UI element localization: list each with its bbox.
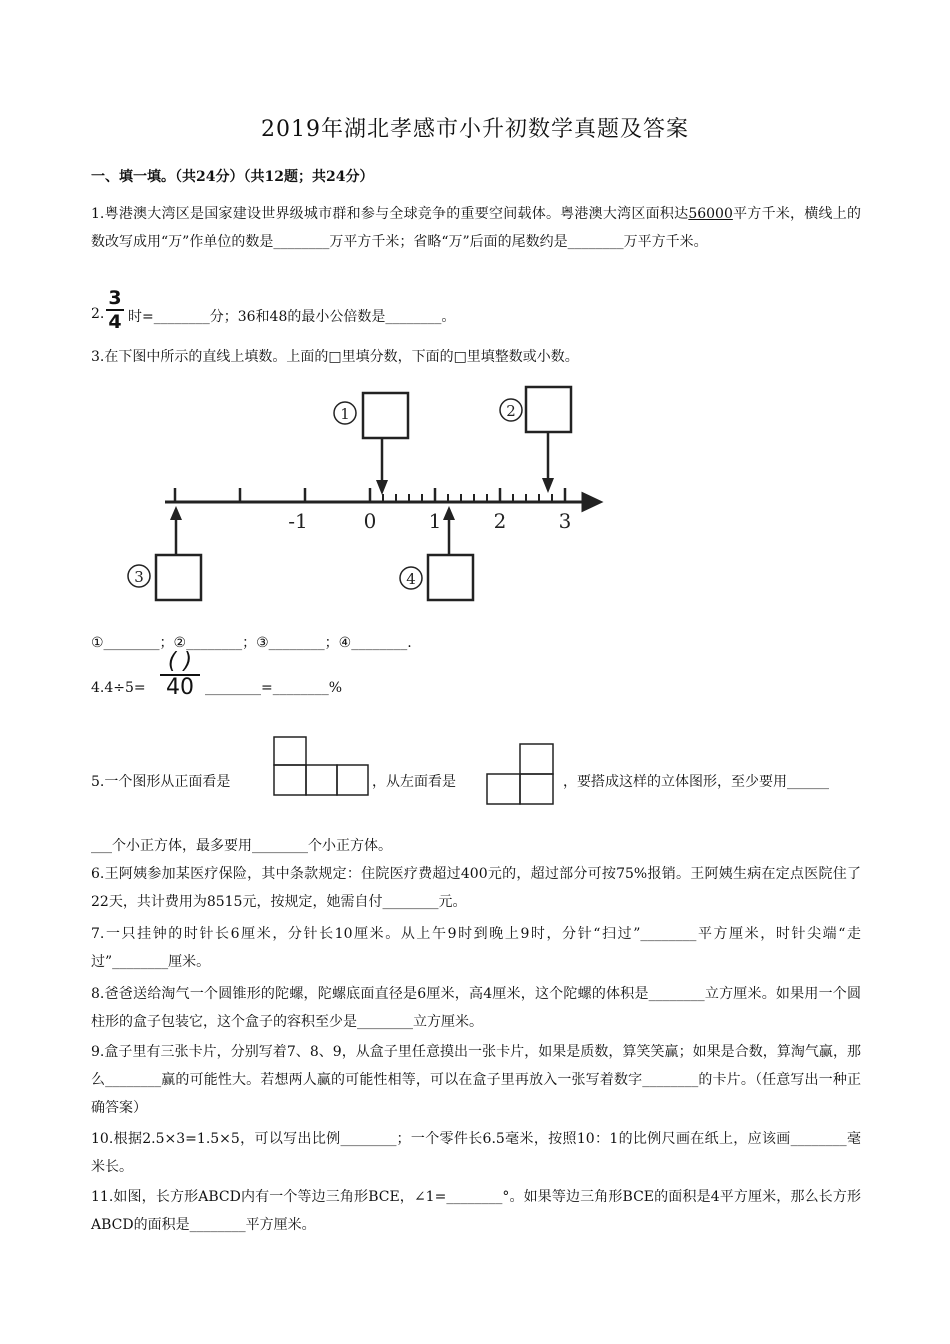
q4-text: ________=________%	[205, 680, 343, 696]
question-10: 10.根据2.5×3=1.5×5，可以写出比例________；一个零件长6.5毫米，按照10：1的比例尺画在纸上，应该画________毫米长。	[91, 1131, 861, 1175]
q2-numerator: 3	[108, 287, 122, 309]
tick-label: 2	[493, 509, 507, 533]
q1-text-a: 1.粤港澳大湾区是国家建设世界级城市群和参与全球竞争的重要空间载体。粤港澳大湾区面积达	[91, 206, 689, 222]
q2-denominator: 4	[108, 311, 122, 333]
arrow-down-icon	[542, 478, 554, 493]
q4-numerator: ( )	[167, 649, 193, 674]
question-11: 11.如图，长方形ABCD内有一个等边三角形BCE，∠1=________°。如果等边三角形BCE的面积是4平方厘米，那么长方形ABCD的面积是________平方厘米。	[91, 1189, 861, 1233]
q5-text-a: 5.一个图形从正面看是	[91, 774, 231, 790]
arrow-up-icon	[170, 506, 182, 520]
arrow-up-icon	[443, 506, 455, 520]
q5-text-b: ，从左面看是	[372, 774, 456, 790]
q4-prefix: 4.4÷5=	[91, 680, 146, 696]
front-view-figure	[272, 735, 370, 797]
answer-box-1	[363, 393, 408, 438]
q1-text-b: 平方千米，横线上的数改写成用“万”作单位的数是________万平方千米；省略“万”后面的尾数约是________万平方千米。	[91, 206, 862, 250]
q4-fraction	[160, 650, 200, 700]
section-heading: 一、填一填。（共24分）（共12题；共24分）	[91, 169, 374, 185]
q3-answers: ①________；②________；③________；④________.	[91, 635, 412, 651]
q4-denominator: 40	[166, 675, 194, 700]
question-8: 8.爸爸送给淘气一个圆锥形的陀螺，陀螺底面直径是6厘米，高4厘米，这个陀螺的体积是________立方厘米。如果用一个圆柱形的盒子包装它，这个盒子的容积至少是________立方厘米。	[91, 986, 861, 1030]
major-ticks	[175, 488, 565, 502]
number-line-figure	[120, 380, 620, 610]
question-3: 3.在下图中所示的直线上填数。上面的□里填分数，下面的□里填整数或小数。	[91, 349, 579, 365]
side-view-figure	[485, 742, 555, 806]
tick-label: 1	[428, 509, 442, 533]
svg-text:1: 1	[340, 405, 350, 423]
svg-text:4: 4	[406, 570, 416, 588]
question-6: 6.王阿姨参加某医疗保险，其中条款规定：住院医疗费超过400元的，超过部分可按75%报销。王阿姨生病在定点医院住了22天，共计费用为8515元，按规定，她需自付________元。	[91, 866, 861, 910]
question-9: 9.盒子里有三张卡片，分别写着7、8、9，从盒子里任意摸出一张卡片，如果是质数，算笑笑赢；如果是合数，算淘气赢，那么________赢的可能性大。若想两人赢的可能性相等，可以在盒子里再放入一张写着数字________的卡片。（任意写出一种正确答案）	[91, 1044, 861, 1116]
q2-text: 时=________分；36和48的最小公倍数是________。	[128, 309, 456, 325]
tick-label: 3	[558, 509, 572, 533]
answer-box-3	[156, 555, 201, 600]
page-title: 2019年湖北孝感市小升初数学真题及答案	[261, 117, 689, 142]
q5-text-d: ___个小正方体，最多要用________个小正方体。	[91, 838, 392, 854]
q2-fraction	[106, 287, 124, 333]
arrow-down-icon	[376, 480, 388, 495]
svg-text:2: 2	[506, 402, 516, 420]
answer-box-4	[428, 555, 473, 600]
question-7: 7.一只挂钟的时针长6厘米，分针长10厘米。从上午9时到晚上9时，分针“扫过”________平方厘米，时针尖端“走过”________厘米。	[91, 926, 861, 970]
tick-label: -1	[288, 509, 308, 533]
answer-box-2	[526, 387, 571, 432]
q5-text-c: ，要搭成这样的立体图形，至少要用______	[563, 774, 829, 790]
q1-number: 56000	[688, 206, 733, 222]
q2-prefix: 2.	[91, 306, 105, 322]
axis-arrow-icon	[583, 494, 600, 510]
svg-text:3: 3	[134, 568, 144, 586]
tick-label: 0	[363, 509, 377, 533]
question-1	[91, 200, 861, 256]
